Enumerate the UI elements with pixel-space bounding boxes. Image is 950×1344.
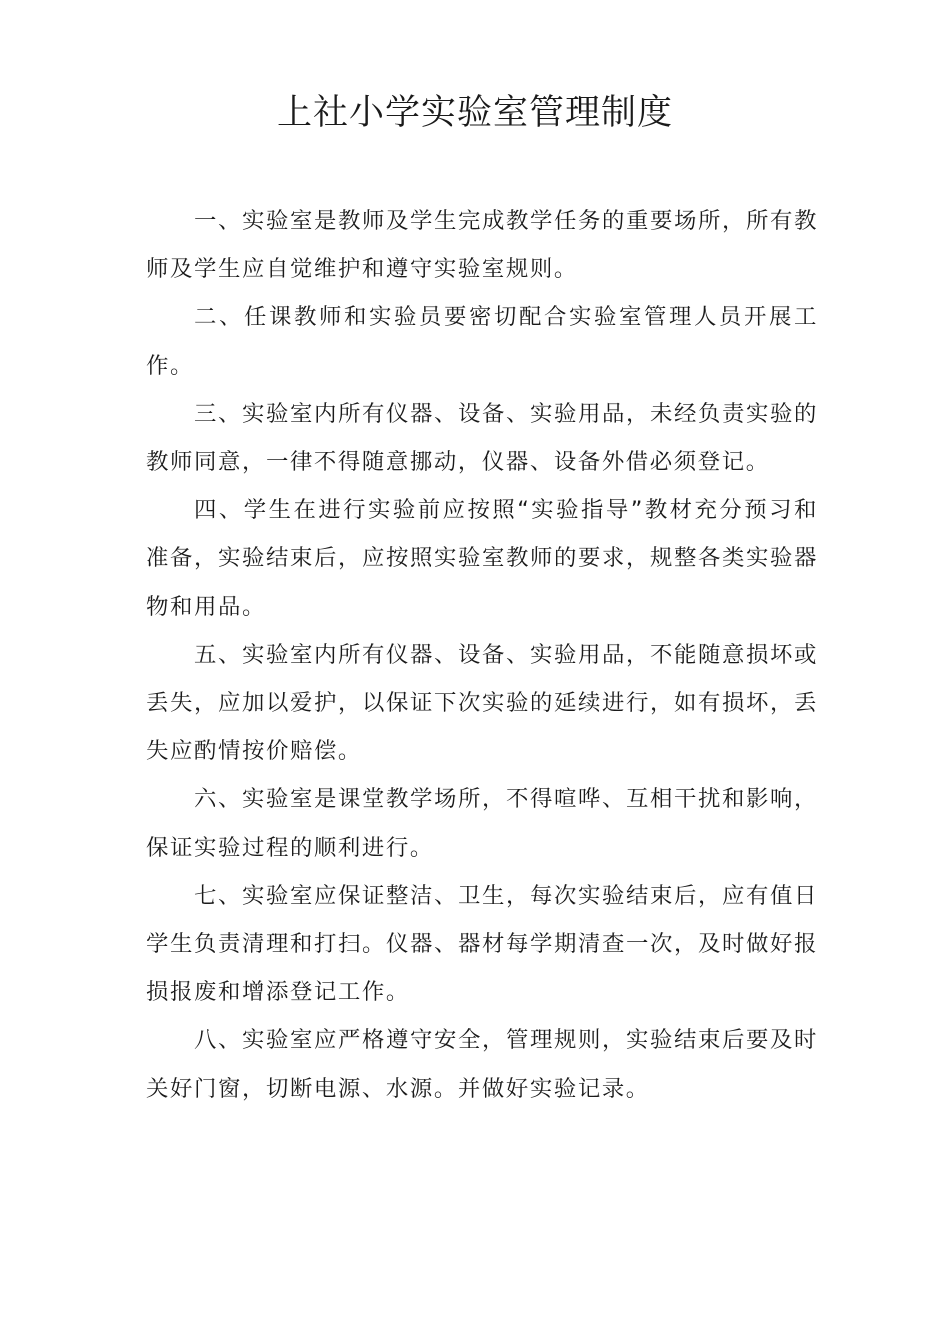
rule-paragraph-8: 八、实验室应严格遵守安全，管理规则，实验结束后要及时关好门窗，切断电源、水源。并做好实验记录。 [146, 1027, 818, 1102]
rule-paragraph-3: 三、实验室内所有仪器、设备、实验用品，未经负责实验的教师同意，一律不得随意挪动，仪器、设备外借必须登记。 [146, 400, 818, 476]
rule-paragraph-4: 四、学生在进行实验前应按照“实验指导”教材充分预习和准备，实验结束后，应按照实验室教师的要求，规整各类实验器物和用品。 [146, 497, 818, 620]
document-body [146, 197, 818, 1113]
rule-paragraph-2: 二、任课教师和实验员要密切配合实验室管理人员开展工作。 [146, 304, 818, 379]
rule-paragraph-6: 六、实验室是课堂教学场所，不得喧哗、互相干扰和影响，保证实验过程的顺利进行。 [146, 786, 818, 861]
rule-paragraph-7: 七、实验室应保证整洁、卫生，每次实验结束后，应有值日学生负责清理和打扫。仪器、器材每学期清查一次，及时做好报损报废和增添登记工作。 [146, 882, 818, 1006]
rule-paragraph-1: 一、实验室是教师及学生完成教学任务的重要场所，所有教师及学生应自觉维护和遵守实验室规则。 [146, 208, 818, 283]
rule-paragraph-5: 五、实验室内所有仪器、设备、实验用品，不能随意损坏或丢失，应加以爱护，以保证下次实验的延续进行，如有损坏，丢失应酌情按价赔偿。 [146, 641, 818, 765]
page-title: 上社小学实验室管理制度 [276, 93, 673, 133]
